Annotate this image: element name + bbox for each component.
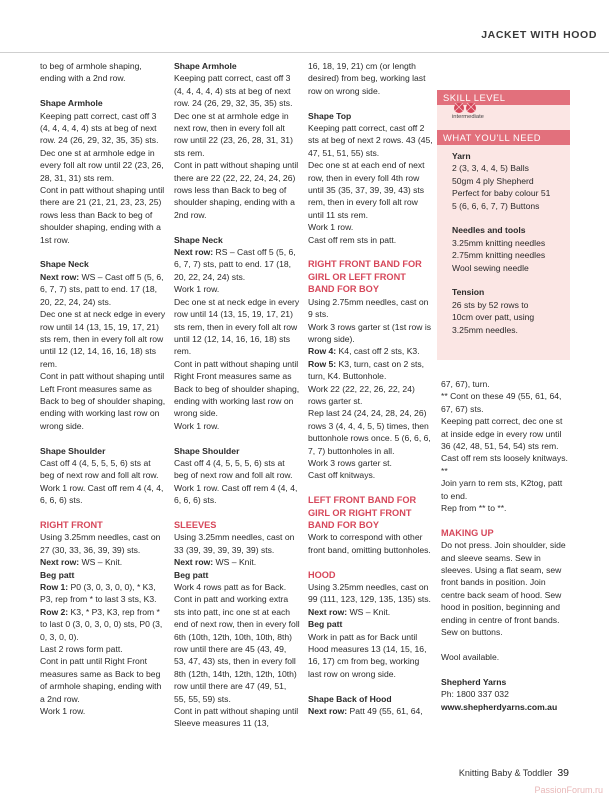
paragraph bbox=[308, 358, 434, 383]
materials-line: 2 (3, 3, 4, 4, 5) Balls bbox=[452, 163, 529, 174]
skill-level-value: intermediate bbox=[452, 114, 484, 120]
subheading: Shape Top bbox=[308, 110, 352, 121]
row-label: Row 1: bbox=[40, 582, 69, 592]
paragraph: Dec one st at neck edge in every row until 14 (13, 15, 19, 17, 21) sts rem, then in every foll alt row until 12 (12, 14, 16, 16, 18) sts rem. bbox=[40, 309, 166, 369]
materials-subheading: Yarn bbox=[452, 151, 471, 161]
paragraph: Last 2 rows form patt. bbox=[40, 644, 123, 655]
paragraph: Using 3.25mm needles, cast on 27 (30, 33, 36, 39, 39) sts. bbox=[40, 532, 161, 555]
column-3 bbox=[308, 60, 434, 717]
row-label: Row 2: bbox=[40, 606, 69, 617]
header-divider bbox=[0, 52, 609, 53]
materials-line: 2.75mm knitting needles bbox=[452, 250, 546, 261]
section-heading: RIGHT FRONT bbox=[40, 519, 103, 530]
row-text: K3, * P3, K3, rep from * to last 0 (3, 0, 3, 0, 0) sts, P0 (3, 0, 3, 0, 0). bbox=[40, 606, 163, 642]
subheading: Beg patt bbox=[308, 619, 343, 630]
paragraph: Join yarn to rem sts, K2tog, patt to end. bbox=[441, 478, 563, 501]
materials-subheading: Tension bbox=[452, 287, 485, 298]
paragraph: Using 3.25mm needles, cast on 99 (111, 123, 129, 135, 135) sts. bbox=[308, 582, 431, 605]
paragraph: Work 22 (22, 22, 26, 22, 24) rows garter st. bbox=[308, 383, 415, 406]
paragraph bbox=[40, 271, 166, 308]
paragraph: Cont in patt without shaping until Left Front measures same as Back to beg of shoulder shaping, ending with working last row on wrong side. bbox=[40, 371, 166, 431]
paragraph: 16, 18, 19, 21) cm (or length desired) from beg, working last row on wrong side. bbox=[308, 61, 426, 96]
page-footer bbox=[459, 767, 569, 779]
paragraph: ** Cont on these 49 (55, 61, 64, 67, 67) sts. bbox=[441, 391, 562, 414]
subheading: Shape Shoulder bbox=[174, 445, 240, 456]
section-header bbox=[418, 22, 609, 52]
paragraph: Keeping patt correct, cast off 3 (4, 4, 4, 4, 4) sts at beg of next row. 24 (26, 29, 32, 35, 35) sts. bbox=[174, 73, 293, 109]
row-text: WS – Knit. bbox=[347, 606, 391, 617]
paragraph: Ph: 1800 337 032 bbox=[441, 689, 509, 700]
materials-line: 3.25mm needles. bbox=[452, 324, 518, 335]
row-label: Next row: bbox=[308, 606, 348, 617]
paragraph: Dec one st at neck edge in every row until 14 (13, 15, 19, 17, 21) sts rem, then in every foll alt row until 12 (12, 14, 16, 16, 18) sts rem. bbox=[174, 296, 300, 357]
section-heading: MAKING UP bbox=[441, 527, 494, 538]
paragraph: Using 3.25mm needles, cast on 33 (39, 39, 39, 39, 39) sts. bbox=[174, 532, 295, 555]
materials-list bbox=[452, 150, 567, 336]
column-4 bbox=[441, 378, 569, 713]
yarn-balls-icon bbox=[452, 100, 478, 114]
row-label: Row 5: bbox=[308, 358, 337, 369]
paragraph: Keeping patt correct, cast off 3 (4, 4, 4, 4, 4) sts at beg of next row. 24 (26, 29, 32, 35, 35) sts. bbox=[40, 110, 159, 146]
materials-subheading: Needles and tools bbox=[452, 225, 526, 236]
paragraph: to beg of armhole shaping, ending with a 2nd row. bbox=[40, 61, 142, 84]
subheading: Beg patt bbox=[174, 569, 209, 580]
paragraph bbox=[174, 556, 300, 568]
subheading: Shape Neck bbox=[40, 259, 89, 270]
paragraph: Cont in patt without shaping until Sleeve measures 11 (13, bbox=[174, 706, 299, 729]
row-label: Next row: bbox=[308, 706, 348, 717]
materials-line: 3.25mm knitting needles bbox=[452, 237, 546, 248]
row-text: K3, turn, cast on 2 sts, turn, K4. Buttonhole. bbox=[308, 358, 425, 382]
row-label: Next row: bbox=[174, 247, 214, 258]
paragraph: Work 3 rows garter st (1st row is wrong side). bbox=[308, 321, 432, 344]
row-label: Row 4: bbox=[308, 346, 337, 357]
materials-line: 10cm over patt, using bbox=[452, 312, 535, 323]
subheading: Beg patt bbox=[40, 569, 75, 580]
materials-line: Perfect for baby colour 51 bbox=[452, 188, 551, 199]
paragraph: Do not press. Join shoulder, side and sleeve seams. Sew in sleeves. Using a flat seam, sew front bands in position. Join centre back seam of hood. Sew hood in position, beginning and ending in centre of front bands. Sew on buttons. bbox=[441, 540, 566, 638]
paragraph: Work 1 row. bbox=[40, 706, 86, 717]
subheading: Shepherd Yarns bbox=[441, 676, 507, 687]
materials-line: 50gm 4 ply Shepherd bbox=[452, 175, 534, 186]
paragraph: 67, 67), turn. bbox=[441, 379, 490, 389]
subheading: Shape Neck bbox=[174, 234, 223, 245]
paragraph: Cast off knitways. bbox=[308, 470, 376, 481]
section-heading: HOOD bbox=[308, 569, 336, 580]
subheading: Shape Shoulder bbox=[40, 445, 106, 456]
paragraph: Work 4 rows patt as for Back. bbox=[174, 582, 287, 593]
paragraph: Cont in patt and working extra sts into patt, inc one st at each end of next row, then in every foll 6th (10th, 12th, 10th, 10th, 8th) row until there are 45 (43, 49, 53, 47, 43) sts, then in every foll 8th (12th, 14th, 12th, 12th, 10th) row until there are 47 (49, 51, 55, 55, 59) sts. bbox=[174, 594, 300, 704]
materials-line: 5 (6, 6, 6, 7, 7) Buttons bbox=[452, 200, 540, 211]
row-label: Next row: bbox=[40, 271, 80, 282]
paragraph bbox=[40, 606, 166, 643]
paragraph: Dec one st at armhole edge in every foll alt row until 22 (23, 26, 28, 31, 31) sts rem. bbox=[40, 147, 164, 183]
paragraph: Cast off 4 (4, 5, 5, 5, 6) sts at beg of next row and foll alt row. Work 1 row. Cast off rem 4 (4, 4, 6, 6, 6) sts. bbox=[40, 457, 164, 506]
subheading: www.shepherdyarns.com.au bbox=[441, 701, 558, 712]
paragraph: Rep from ** to **. bbox=[441, 503, 507, 514]
row-text: RS – Cast off 5 (5, 6, 6, 7, 7) sts, patt to end. 17 (18, 20, 22, 24, 24) sts. bbox=[174, 247, 296, 282]
paragraph: Using 2.75mm needles, cast on 9 sts. bbox=[308, 296, 429, 320]
row-text: WS – Cast off 5 (5, 6, 6, 7, 7) sts, patt to end. 17 (18, 20, 22, 24, 24) sts. bbox=[40, 271, 164, 307]
paragraph: Rep last 24 (24, 24, 28, 24, 26) rows 3 (4, 4, 4, 5, 5) times, then buttonhole rows once. 5 (6, 6, 6, 7, 7) buttonholes in all. bbox=[308, 408, 431, 456]
section-title: JACKET WITH HOOD bbox=[481, 29, 597, 41]
paragraph: Work 3 rows garter st. bbox=[308, 457, 392, 468]
paragraph: Work in patt as for Back until Hood measures 13 (14, 15, 16, 16, 17) cm from beg, working last row on wrong side. bbox=[308, 631, 427, 679]
paragraph: Cast off rem sts loosely knitways. ** bbox=[441, 453, 568, 476]
column-2 bbox=[174, 60, 300, 730]
page-number: 39 bbox=[557, 767, 569, 779]
section-heading: LEFT FRONT BAND FOR GIRL OR RIGHT FRONT BAND FOR BOY bbox=[308, 495, 417, 530]
paragraph: Work 1 row. bbox=[174, 284, 220, 295]
paragraph bbox=[308, 705, 434, 717]
paragraph: Work 1 row. bbox=[174, 420, 220, 431]
paragraph: Dec one st at armhole edge in next row, then in every foll alt row until 22 (23, 26, 28, 31, 31) sts rem. bbox=[174, 110, 293, 158]
paragraph: Cont in patt without shaping until there are 22 (22, 22, 24, 24, 26) rows less than Back to beg of shoulder shaping, ending with a 2nd row. bbox=[174, 160, 299, 220]
magazine-name: Knitting Baby & Toddler bbox=[458, 768, 553, 778]
row-text: Patt 49 (55, 61, 64, bbox=[347, 706, 423, 717]
paragraph: Keeping patt correct, dec one st at inside edge in every row until 36 (42, 48, 51, 54, 54) sts rem. bbox=[441, 416, 563, 452]
paragraph bbox=[40, 581, 166, 606]
watermark: PassionForum.ru bbox=[534, 785, 603, 795]
paragraph: Cont in patt without shaping until there are 21 (21, 21, 23, 23, 25) rows less than Back to beg of shoulder shaping, ending with a 1st row. bbox=[40, 185, 165, 245]
what-you-need-heading: WHAT YOU'LL NEED bbox=[437, 130, 570, 145]
row-text: P0 (3, 0, 3, 0, 0), * K3, P3, rep from * to last 3 sts, K3. bbox=[40, 582, 157, 605]
paragraph: Cast off 4 (4, 5, 5, 5, 6) sts at beg of next row and foll alt row. Work 1 row. Cast off rem 4 (4, 4, 6, 6, 6) sts. bbox=[174, 457, 298, 506]
materials-line: Wool sewing needle bbox=[452, 262, 529, 273]
paragraph: Dec one st at each end of next row, then in every foll 4th row until 35 (35, 37, 39, 39, 43) sts rem, then in every foll alt row until 11 sts rem. bbox=[308, 160, 425, 220]
subheading: Shape Armhole bbox=[174, 61, 237, 71]
row-text: K4, cast off 2 sts, K3. bbox=[336, 346, 420, 357]
subheading: Shape Back of Hood bbox=[308, 693, 392, 704]
section-heading: RIGHT FRONT BAND FOR GIRL OR LEFT FRONT BAND FOR BOY bbox=[308, 259, 422, 295]
paragraph bbox=[174, 246, 300, 283]
paragraph: Cont in patt without shaping until Right Front measures same as Back to beg of shoulder shaping, ending with working last row on wrong side. bbox=[174, 358, 300, 419]
paragraph: Work to correspond with other front band, omitting buttonholes. bbox=[308, 532, 431, 555]
row-label: Next row: bbox=[40, 557, 80, 568]
paragraph bbox=[40, 556, 166, 568]
paragraph bbox=[308, 345, 434, 357]
paragraph: Work 1 row. bbox=[308, 222, 354, 233]
paragraph: Cast off rem sts in patt. bbox=[308, 234, 397, 245]
subheading: Shape Armhole bbox=[40, 98, 103, 109]
materials-line: 26 sts by 52 rows to bbox=[452, 299, 529, 310]
paragraph: Cont in patt until Right Front measures same as Back to beg of armhole shaping, ending with a 2nd row. bbox=[40, 656, 162, 704]
paragraph: Wool available. bbox=[441, 651, 500, 662]
row-text: WS – Knit. bbox=[79, 557, 123, 568]
skill-level-heading: SKILL LEVEL bbox=[437, 90, 570, 105]
section-heading: SLEEVES bbox=[174, 519, 217, 530]
paragraph: Keeping patt correct, cast off 2 sts at beg of next 2 rows. 43 (45, 47, 51, 51, 55) sts. bbox=[308, 123, 433, 158]
row-text: WS – Knit. bbox=[213, 557, 257, 568]
row-label: Next row: bbox=[174, 557, 214, 568]
paragraph bbox=[308, 606, 434, 618]
column-1 bbox=[40, 60, 166, 717]
